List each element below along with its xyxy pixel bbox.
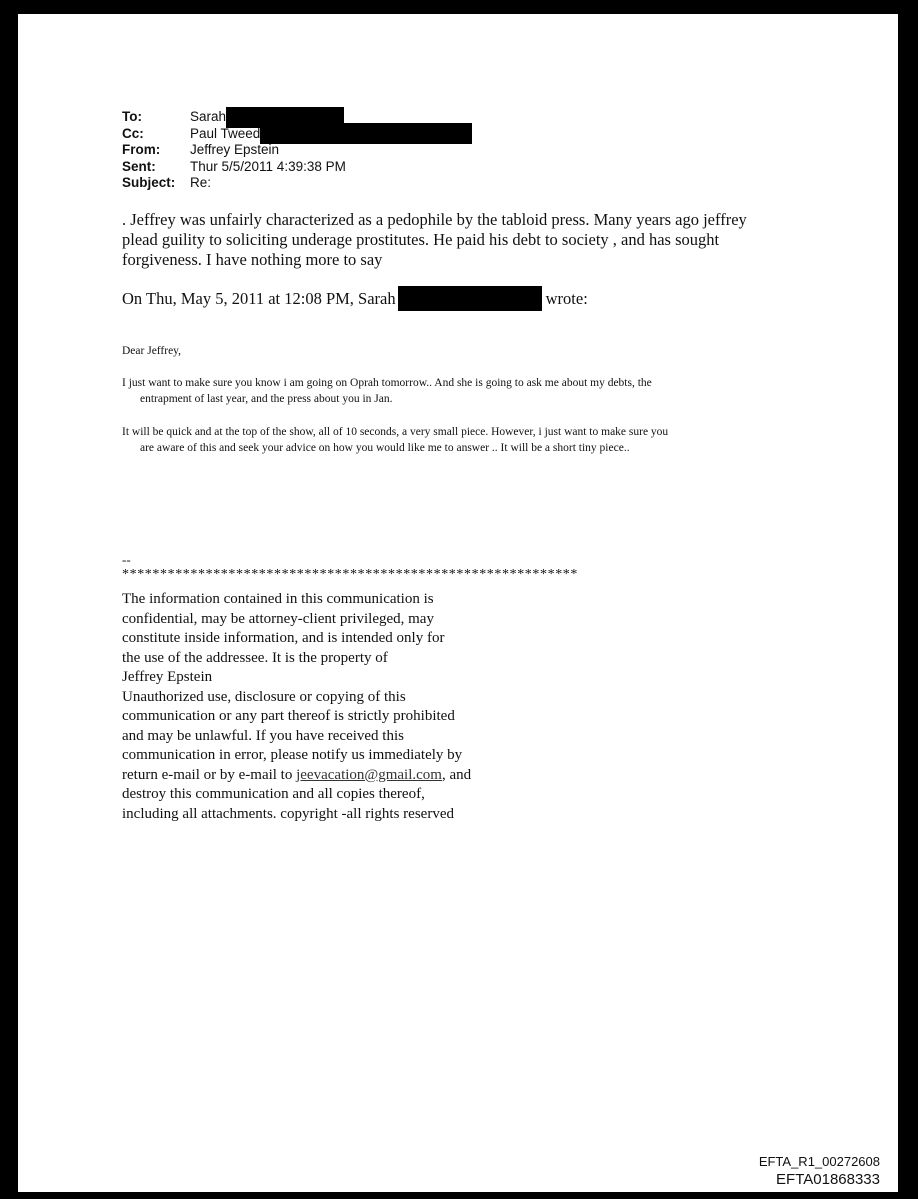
from-value: Jeffrey Epstein <box>190 142 280 158</box>
cc-name: Paul Tweed <box>190 125 261 141</box>
signature-separator: -- <box>122 552 131 567</box>
from-label: From: <box>122 142 161 158</box>
subject-label: Subject: <box>122 175 176 191</box>
disclaimer-line: Jeffrey Epstein <box>122 669 213 685</box>
redaction-box-cc <box>260 123 472 144</box>
header-sent-row <box>122 159 472 176</box>
document-ids <box>759 1153 880 1190</box>
header-from-row <box>122 142 472 159</box>
sent-value: Thur 5/5/2011 4:39:38 PM <box>190 158 346 174</box>
email-link[interactable]: jeevacation@gmail.com <box>296 766 442 783</box>
email-header <box>122 109 472 192</box>
disclaimer-line: The information contained in this communication is <box>122 591 434 607</box>
bates-id-1: EFTA_R1_00272608 <box>758 1154 880 1169</box>
quoted-line: It will be quick and at the top of the show, all of 10 seconds, a very small piece. However, i just want to make sure you <box>122 426 669 438</box>
asterisk-divider: ************************************************************ <box>122 567 578 582</box>
disclaimer-line: including all attachments. copyright -all rights reserved <box>122 805 454 822</box>
email-line-after: , and <box>441 766 472 783</box>
disclaimer-email-line <box>122 766 471 786</box>
bates-id-2: EFTA01868333 <box>776 1171 880 1188</box>
quoted-line: entrapment of last year, and the press about you in Jan. <box>140 392 393 405</box>
cc-label: Cc: <box>122 125 144 141</box>
disclaimer-line: the use of the addressee. It is the property of <box>122 649 388 666</box>
reply-body <box>122 210 802 270</box>
sent-label: Sent: <box>122 158 156 174</box>
subject-value: Re: <box>190 175 212 191</box>
quoted-line: are aware of this and seek your advice on how you would like me to answer .. It will be a short tiny piece.. <box>140 441 630 454</box>
quote-intro-before: On Thu, May 5, 2011 at 12:08 PM, Sarah <box>122 288 396 308</box>
quote-intro <box>122 286 588 311</box>
disclaimer-line: communication or any part thereof is strictly prohibited <box>122 708 455 724</box>
document-page <box>18 14 898 1192</box>
quote-intro-after: wrote: <box>545 288 588 308</box>
header-subject-row <box>122 175 472 192</box>
confidentiality-disclaimer <box>122 590 471 824</box>
to-name: Sarah <box>190 109 227 125</box>
reply-line: plead guility to soliciting underage prostitutes. He paid his debt to society , and has sought <box>122 230 720 249</box>
redaction-box-sender <box>398 286 542 311</box>
quoted-paragraph-1 <box>122 376 782 407</box>
disclaimer-line: constitute inside information, and is intended only for <box>122 630 445 646</box>
disclaimer-line: Unauthorized use, disclosure or copying of this <box>122 688 406 705</box>
cc-value <box>190 123 472 144</box>
reply-line: . Jeffrey was unfairly characterized as a pedophile by the tabloid press. Many years ago jeffrey <box>122 210 747 229</box>
disclaimer-line: and may be unlawful. If you have received this <box>122 727 404 744</box>
disclaimer-line: communication in error, please notify us immediately by <box>122 747 463 763</box>
quoted-paragraph-2 <box>122 425 782 456</box>
email-line-before: return e-mail or by e-mail to <box>122 766 297 783</box>
to-label: To: <box>122 109 142 125</box>
quoted-greeting: Dear Jeffrey, <box>122 345 182 357</box>
reply-line: forgiveness. I have nothing more to say <box>122 250 383 269</box>
disclaimer-line: confidential, may be attorney-client privileged, may <box>122 610 434 627</box>
disclaimer-line: destroy this communication and all copies thereof, <box>122 786 425 802</box>
header-cc-row <box>122 126 472 143</box>
quoted-line: I just want to make sure you know i am going on Oprah tomorrow.. And she is going to ask me about my debts, the <box>122 377 652 389</box>
